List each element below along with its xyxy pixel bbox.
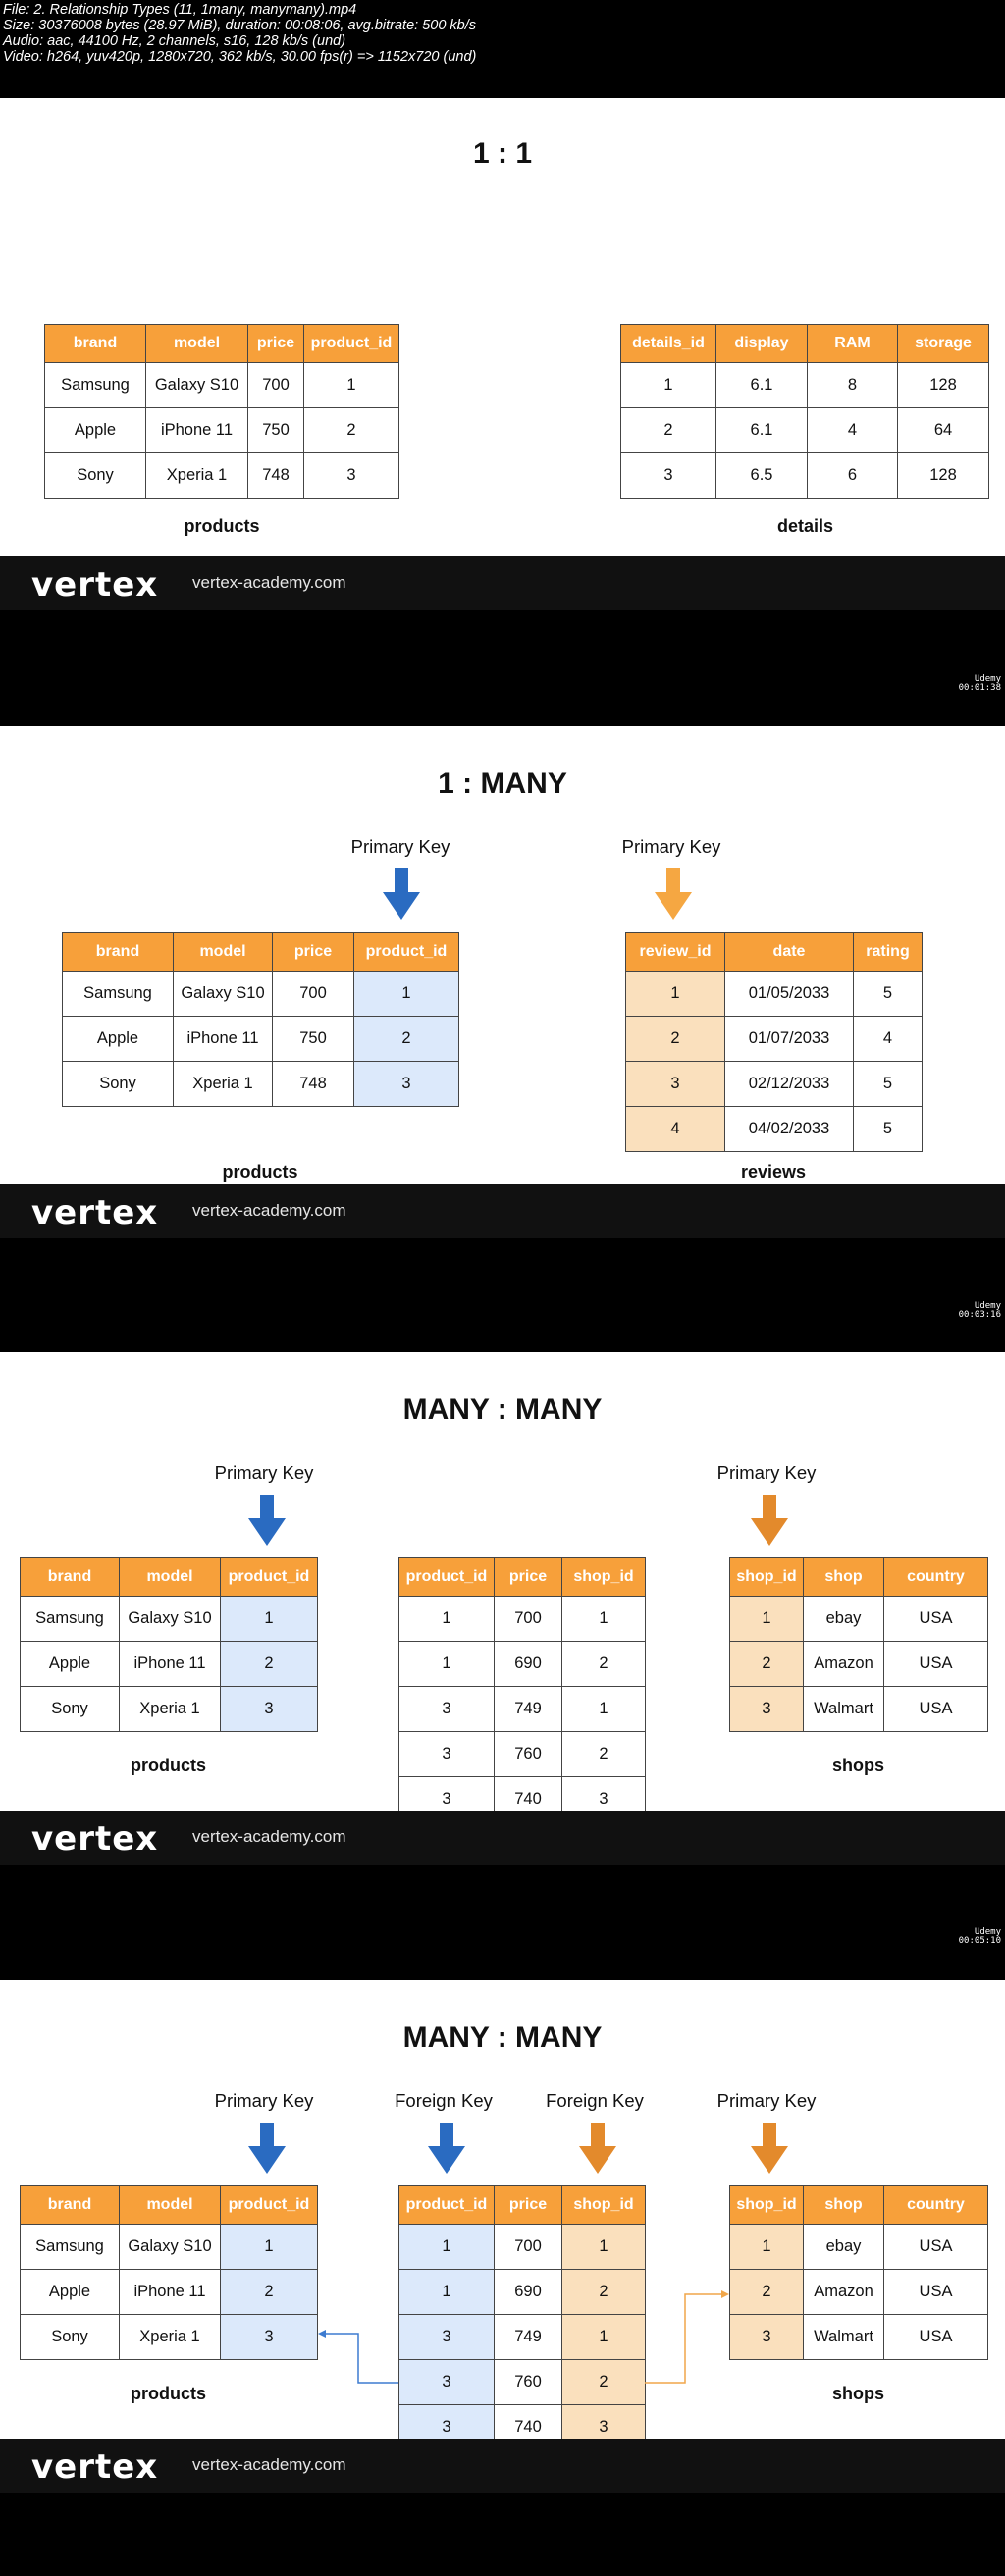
cell: 3 [730,2315,804,2360]
col-header: shop_id [562,1558,646,1597]
cell: 2 [562,2360,646,2405]
cell: 1 [399,2225,495,2270]
cell: 1 [354,972,459,1017]
cell: 6 [808,453,898,499]
cell: 3 [221,2315,318,2360]
cell: 4 [854,1017,923,1062]
primary-key-label: Primary Key [350,836,450,857]
col-header: rating [854,933,923,972]
cell: 750 [273,1017,354,1062]
cell: 1 [221,1597,318,1642]
cell: 700 [273,972,354,1017]
cell: 3 [562,2405,646,2450]
table-row [399,1732,646,1777]
cell: 2 [730,2270,804,2315]
cell: 3 [562,1777,646,1822]
col-header: model [174,933,273,972]
cell: 128 [898,363,989,408]
table-row [21,1687,318,1732]
cell: 1 [221,2225,318,2270]
cell: USA [884,2270,988,2315]
cell: 1 [562,1687,646,1732]
cell: iPhone 11 [120,2270,221,2315]
table-row [730,1597,988,1642]
cell: 1 [304,363,399,408]
cell: 3 [730,1687,804,1732]
site-url: vertex-academy.com [192,1827,346,1846]
cell: Amazon [804,2270,884,2315]
cell: 3 [626,1062,725,1107]
cell: Samsung [21,2225,120,2270]
timestamp-text: 00:03:16 [958,1310,1001,1320]
cell: 748 [248,453,304,499]
cell: Walmart [804,1687,884,1732]
cell: Samsung [45,363,146,408]
cell: Sony [21,1687,120,1732]
cell: 1 [399,1597,495,1642]
cell: 3 [621,453,716,499]
table-row [399,1597,646,1642]
cell: Galaxy S10 [120,2225,221,2270]
table-row [626,1017,923,1062]
cell: Galaxy S10 [146,363,248,408]
fk-product-arrowhead-icon [318,2330,326,2338]
cell: 01/05/2033 [725,972,854,1017]
cell: iPhone 11 [120,1642,221,1687]
col-header: country [884,2186,988,2225]
cell: 700 [248,363,304,408]
cell: 2 [562,2270,646,2315]
cell: Walmart [804,2315,884,2360]
col-header: model [146,325,248,363]
fk-shop-arrowhead-icon [721,2290,729,2298]
cell: ebay [804,2225,884,2270]
cell: Xperia 1 [146,453,248,499]
col-header: product_id [399,2186,495,2225]
cell: 690 [495,1642,562,1687]
cell: Xperia 1 [120,2315,221,2360]
slide-title: 1 : MANY [438,767,567,800]
cell: 2 [621,408,716,453]
cell: Galaxy S10 [174,972,273,1017]
cell: 2 [304,408,399,453]
timestamp-text: 00:05:10 [958,1936,1001,1946]
cell: USA [884,2315,988,2360]
cell: 3 [399,1777,495,1822]
cell: 3 [399,2405,495,2450]
cell: Sony [21,2315,120,2360]
foreign-key-label: Foreign Key [395,2090,493,2111]
cell: 1 [730,1597,804,1642]
cell: 760 [495,2360,562,2405]
slide-title: 1 : 1 [472,137,533,170]
timestamp-text: 00:01:38 [958,683,1001,693]
col-header: shop [804,1558,884,1597]
cell: 6.5 [716,453,808,499]
cell: 750 [248,408,304,453]
cell: 3 [399,2315,495,2360]
timestamp-badge [959,1928,1001,1946]
cell: 04/02/2033 [725,1107,854,1152]
col-header: storage [898,325,989,363]
cell: 02/12/2033 [725,1062,854,1107]
cell: 700 [495,1597,562,1642]
col-header: shop_id [730,2186,804,2225]
table-row [730,1642,988,1687]
col-header: brand [63,933,174,972]
cell: Xperia 1 [174,1062,273,1107]
cell: 64 [898,408,989,453]
site-url: vertex-academy.com [192,1201,346,1220]
cell: 6.1 [716,408,808,453]
orange-down-arrow-icon [655,868,692,920]
audio-line: Audio: aac, 44100 Hz, 2 channels, s16, 128 kb/s (und) [3,33,346,49]
watermark-text: Udemy [974,1301,1001,1311]
col-header: shop_id [562,2186,646,2225]
details-caption: details [776,516,834,536]
cell: 3 [304,453,399,499]
col-header: details_id [621,325,716,363]
col-header: price [495,2186,562,2225]
products-caption: products [184,516,260,536]
cell: 3 [399,1687,495,1732]
cell: 690 [495,2270,562,2315]
col-header: model [120,2186,221,2225]
primary-key-label: Primary Key [214,1462,314,1483]
cell: 5 [854,972,923,1017]
cell: 1 [399,1642,495,1687]
slide-one-to-many [0,726,1005,1238]
cell: 2 [626,1017,725,1062]
cell: Apple [21,2270,120,2315]
shops-caption: shops [831,1756,884,1775]
vertex-logo: vertex [31,565,159,605]
col-header: price [248,325,304,363]
prices-table [398,1557,646,1822]
col-header: shop_id [730,1558,804,1597]
table-row [626,972,923,1017]
cell: 1 [399,2270,495,2315]
table-row [730,1687,988,1732]
col-header: product_id [399,1558,495,1597]
cell: Sony [63,1062,174,1107]
cell: 1 [562,2315,646,2360]
cell: 2 [562,1642,646,1687]
orange-down-arrow-icon [751,1495,788,1546]
col-header: price [495,1558,562,1597]
cell: 2 [221,1642,318,1687]
table-row [626,1107,923,1152]
vertex-logo: vertex [31,2447,159,2487]
col-header: product_id [221,1558,318,1597]
watermark-text: Udemy [974,1927,1001,1937]
table-row [21,1642,318,1687]
cell: 128 [898,453,989,499]
slide-many-to-many-keys [0,1980,1005,2493]
col-header: display [716,325,808,363]
cell: Amazon [804,1642,884,1687]
products-caption: products [130,1756,206,1775]
cell: Apple [45,408,146,453]
timestamp-badge [959,1302,1001,1320]
reviews-caption: reviews [740,1162,807,1182]
cell: 749 [495,1687,562,1732]
cell: 2 [354,1017,459,1062]
cell: 1 [562,1597,646,1642]
col-header: brand [21,2186,120,2225]
col-header: review_id [626,933,725,972]
cell: 740 [495,2405,562,2450]
slide-footer [0,556,1005,610]
table-row [399,1642,646,1687]
shops-caption: shops [831,2384,884,2403]
table-row [63,1062,459,1107]
cell: Xperia 1 [120,1687,221,1732]
blue-down-arrow-icon [383,868,420,920]
cell: 4 [626,1107,725,1152]
cell: 8 [808,363,898,408]
reviews-table [625,932,923,1152]
blue-down-arrow-icon [248,1495,286,1546]
vertex-logo: vertex [31,1193,159,1233]
cell: 2 [221,2270,318,2315]
cell: 740 [495,1777,562,1822]
watermark-text: Udemy [974,674,1001,684]
cell: 3 [399,1732,495,1777]
cell: Samsung [63,972,174,1017]
table-row [621,408,989,453]
cell: 5 [854,1107,923,1152]
cell: 700 [495,2225,562,2270]
products-table [20,1557,318,1732]
products-caption: products [222,1162,298,1182]
fk-product-connector [320,2334,398,2383]
vertex-logo: vertex [31,1819,159,1859]
slide-one-to-one [0,98,1005,610]
cell: 749 [495,2315,562,2360]
cell: iPhone 11 [174,1017,273,1062]
col-header: brand [21,1558,120,1597]
cell: USA [884,1687,988,1732]
shops-table [729,1557,988,1732]
col-header: shop [804,2186,884,2225]
cell: 3 [354,1062,459,1107]
cell: USA [884,1642,988,1687]
table-row [63,1017,459,1062]
table-row [63,972,459,1017]
cell: 6.1 [716,363,808,408]
cell: 5 [854,1062,923,1107]
primary-key-label: Primary Key [214,2090,314,2111]
primary-key-label: Primary Key [716,1462,817,1483]
site-url: vertex-academy.com [192,2455,346,2474]
table-row [21,1597,318,1642]
cell: 4 [808,408,898,453]
foreign-key-label: Foreign Key [546,2090,644,2111]
cell: USA [884,1597,988,1642]
primary-key-label: Primary Key [716,2090,817,2111]
col-header: date [725,933,854,972]
products-caption: products [130,2384,206,2403]
slide-footer [0,2439,1005,2493]
cell: 748 [273,1062,354,1107]
table-row [626,1062,923,1107]
details-table [620,324,989,499]
slide-footer [0,1811,1005,1865]
table-row [45,453,399,499]
col-header: RAM [808,325,898,363]
cell: Galaxy S10 [120,1597,221,1642]
cell: 3 [399,2360,495,2405]
table-row [45,363,399,408]
cell: 01/07/2033 [725,1017,854,1062]
fk-shop-connector [645,2294,726,2383]
cell: Apple [63,1017,174,1062]
cell: iPhone 11 [146,408,248,453]
cell: 2 [730,1642,804,1687]
col-header: model [120,1558,221,1597]
col-header: product_id [354,933,459,972]
cell: Samsung [21,1597,120,1642]
table-row [399,1687,646,1732]
cell: 1 [562,2225,646,2270]
col-header: price [273,933,354,972]
col-header: country [884,1558,988,1597]
cell: ebay [804,1597,884,1642]
cell: 1 [730,2225,804,2270]
cell: 2 [562,1732,646,1777]
col-header: brand [45,325,146,363]
slide-footer [0,1184,1005,1238]
cell: 760 [495,1732,562,1777]
table-row [45,408,399,453]
cell: Apple [21,1642,120,1687]
table-row [621,453,989,499]
cell: 1 [621,363,716,408]
file-line: File: 2. Relationship Types (11, 1many, manymany).mp4 [3,2,357,18]
col-header: product_id [304,325,399,363]
size-line: Size: 30376008 bytes (28.97 MiB), duration: 00:08:06, avg.bitrate: 500 kb/s [3,18,477,33]
cell: 3 [221,1687,318,1732]
video-line: Video: h264, yuv420p, 1280x720, 362 kb/s, 30.00 fps(r) => 1152x720 (und) [3,49,477,65]
slide-title: MANY : MANY [402,1393,603,1426]
table-row [621,363,989,408]
timestamp-badge [959,675,1001,693]
primary-key-label: Primary Key [621,836,721,857]
slide-many-to-many [0,1352,1005,1865]
slide-title: MANY : MANY [402,2022,603,2054]
products-table [44,324,399,499]
cell: USA [884,2225,988,2270]
cell: 1 [626,972,725,1017]
products-table [62,932,459,1107]
col-header: product_id [221,2186,318,2225]
site-url: vertex-academy.com [192,573,346,592]
relation-connectors [0,1980,1005,2493]
video-info-header [0,0,1005,98]
cell: Sony [45,453,146,499]
